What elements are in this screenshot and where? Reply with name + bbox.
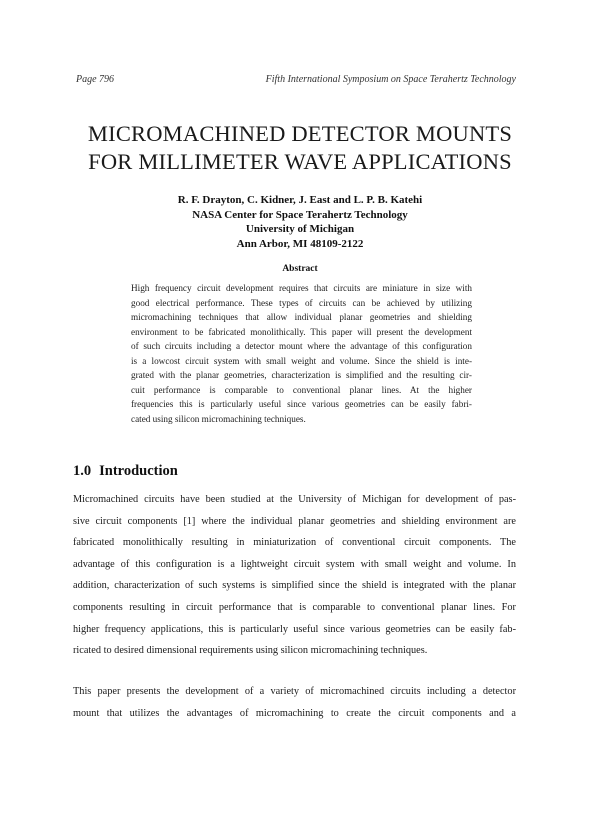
body-line: advantage of this configuration is a lightweight circuit system with small weight and volume. In: [73, 558, 516, 570]
abstract-body: [131, 281, 472, 426]
section-number: 1.0: [73, 463, 92, 479]
abstract-heading: Abstract: [282, 264, 318, 274]
abstract-line: good electrical performance. These types of circuits can be achieved by utilizing: [131, 297, 472, 308]
abstract-line: micromachining techniques that allow individual planar geometries and shielding: [131, 312, 472, 322]
body-line: This paper presents the development of a variety of micromachined circuits including a detector: [73, 686, 516, 697]
page-number: Page 796: [76, 74, 115, 85]
title-line-1: MICROMACHINED DETECTOR MOUNTS: [87, 121, 513, 146]
affiliation-university: University of Michigan: [245, 223, 355, 235]
body-line: addition, characterization of such systems is simplified since the shield is integrated with the planar: [73, 580, 516, 592]
body-line: mount that utilizes the advantages of micromachining to create the circuit components and a: [73, 707, 516, 719]
affiliation-center: NASA Center for Space Terahertz Technology: [192, 208, 408, 221]
body-line: Micromachined circuits have been studied at the University of Michigan for development of pas-: [73, 494, 516, 505]
abstract-line: cated using silicon micromachining techniques.: [131, 413, 306, 424]
abstract-line: environment to be fabricated monolithically. This paper will present the development: [131, 326, 472, 337]
affiliation-location: Ann Arbor, MI 48109-2122: [236, 237, 364, 250]
abstract-line: cuit performance is comparable to conventional planar lines. At the higher: [131, 384, 472, 395]
section-heading: [73, 463, 178, 480]
paper-title: [40, 120, 560, 176]
abstract-line: grated with the planar geometries, characterization is simplified and the resulting cir-: [131, 370, 472, 380]
abstract-line: of such circuits including a detector mount where the advantage of this configuration: [131, 341, 472, 351]
abstract-line: frequencies this is particularly useful since various geometries can be easily fabri-: [131, 399, 472, 409]
section-title: Introduction: [99, 463, 178, 479]
intro-paragraph-1: [73, 489, 516, 662]
body-line: higher frequency applications, this is particularly useful since various geometries can be easily fab-: [73, 623, 516, 635]
intro-paragraph-2: [73, 681, 516, 724]
body-line: fabricated monolithically resulting in miniaturization of conventional circuit components. The: [73, 537, 516, 549]
abstract-line: High frequency circuit development requires that circuits are miniature in size with: [131, 283, 472, 293]
body-line: components resulting in circuit performance that is comparable to conventional planar lines. For: [73, 601, 516, 613]
author-block: [60, 193, 540, 251]
running-head: [76, 74, 516, 88]
abstract-line: is a lowcost circuit system with small weight and volume. Since the shield is inte-: [131, 355, 472, 366]
author-names: R. F. Drayton, C. Kidner, J. East and L. P. B. Katehi: [177, 194, 423, 206]
body-line: sive circuit components [1] where the individual planar geometries and shielding environment are: [73, 515, 516, 527]
title-line-2: FOR MILLIMETER WAVE APPLICATIONS: [88, 149, 512, 174]
body-line: ricated to desired dimensional requirements using silicon micromachining techniques.: [73, 645, 428, 657]
conference-name: Fifth International Symposium on Space Terahertz Technology: [265, 74, 516, 85]
